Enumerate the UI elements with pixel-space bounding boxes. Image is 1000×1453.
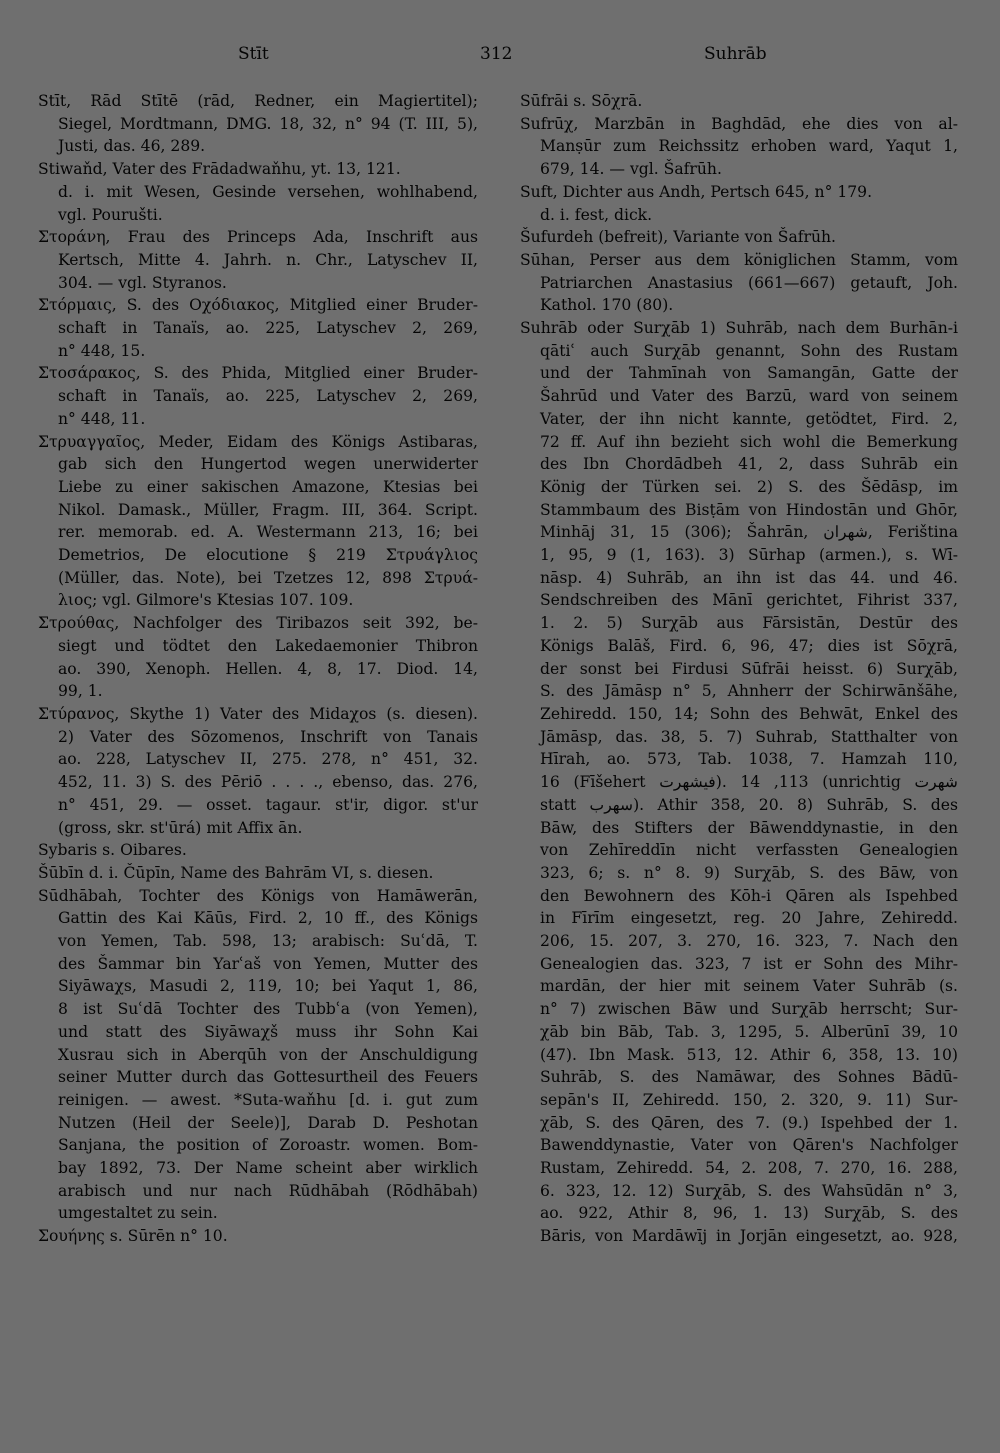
text-line: 323, 6; s. n° 8. 9) Surχāb, S. des Bāw, von	[540, 863, 958, 882]
text-line: Sufrūχ, Marzbān in Baghdād, ehe dies von al-	[520, 114, 958, 133]
text-line: Stammbaum des Bisṭām von Hindostān und Ghōr,	[540, 500, 958, 519]
text-line: 1, 95, 9 (1, 163). 3) Sūrhap (armen.), s. Wī-	[540, 546, 958, 565]
text-line: n° 7) zwischen Bāw und Surχāb herrscht; Sur-	[540, 1000, 958, 1019]
text-line: Suhrāb, S. des Namāwar, des Sohnes Bādū-	[540, 1068, 958, 1087]
text-line: S. des Jāmāsp n° 5, Ahnherr der Schirwānšāhe,	[540, 682, 958, 701]
text-line: der sonst bei Firdusi Sūfrāi heisst. 6) Surχāb,	[540, 659, 958, 678]
text-line: von Yemen, Tab. 598, 13; arabisch: Suʿdā, T.	[58, 932, 478, 951]
text-line: Bāris, von Mardāwīj in Jorjān eingesetzt, ao. 928,	[540, 1227, 958, 1246]
text-line: Gattin des Kai Kāūs, Fird. 2, 10 ff., des Königs	[58, 909, 478, 928]
text-line: 679, 14. — vgl. Šafrūh.	[540, 160, 722, 179]
page-number: 312	[480, 44, 513, 64]
text-line: n° 448, 11.	[58, 409, 146, 428]
text-line: Bāw, des Stifters der Bāwenddynastie, in den	[540, 818, 958, 837]
running-head-left: Stīt	[238, 44, 269, 64]
text-line: Sanjana, the position of Zoroastr. women. Bom-	[58, 1136, 478, 1155]
text-line: Στρούθας, Nachfolger des Tiribazos seit 392, be-	[38, 614, 478, 633]
text-line: Στόρμαις, S. des Οχόδιακος, Mitglied einer Bruder-	[38, 296, 478, 315]
text-line: qātiʿ auch Surχāb genannt, Sohn des Rustam	[540, 341, 958, 360]
text-line: 452, 11. 3) S. des Pēriō . . . ., ebenso, das. 276,	[58, 773, 478, 792]
text-line: 16 (Fīšehert فيشهرت). 113, 14 (unrichtig شهرت	[540, 773, 958, 792]
text-line: Στρυαγγαῖος, Meder, Eidam des Königs Astibaras,	[38, 432, 478, 451]
text-line: König der Türken sei. 2) S. des Šēdāsp, im	[540, 477, 958, 496]
text-line: arabisch und nur nach Rūdhābah (Rōdhābah)	[58, 1181, 478, 1200]
text-line: Šufurdeh (befreit), Variante von Šafrūh.	[520, 228, 837, 247]
text-line: Genealogien das. 323, 7 ist er Sohn des Mihr-	[540, 954, 958, 973]
text-line: Nutzen (Heil der Seele)], Darab D. Peshotan	[58, 1113, 478, 1132]
text-line: Στοσάρακος, S. des Phida, Mitglied einer Bruder-	[38, 364, 478, 383]
text-line: 1. 2. 5) Surχāb aus Fārsistān, Destūr des	[540, 614, 958, 633]
text-line: seiner Mutter durch das Gottesurtheil des Feuers	[58, 1068, 478, 1087]
text-line: Suft, Dichter aus Andh, Pertsch 645, n° 179.	[520, 182, 873, 201]
text-line: 2) Vater des Sōzomenos, Inschrift von Tanais	[58, 727, 478, 746]
text-line: Bawenddynastie, Vater von Qāren's Nachfolger	[540, 1136, 958, 1155]
text-line: Sendschreiben des Mānī gerichtet, Fihrist 337,	[540, 591, 958, 610]
text-line: n° 451, 29. — osset. tagaur. st'ir, digor. st'ur	[58, 795, 478, 814]
text-line: statt سهرب). Athir 358, 20. 8) Suhrāb, S. des	[540, 795, 958, 814]
text-line: Στύρανος, Skythe 1) Vater des Midaχos (s. diesen).	[38, 704, 478, 723]
text-line: ao. 390, Xenoph. Hellen. 4, 8, 17. Diod. 14,	[58, 659, 478, 678]
text-line: Jāmāsp, das. 38, 5. 7) Suhrab, Statthalter von	[540, 727, 958, 746]
text-line: n° 448, 15.	[58, 341, 146, 360]
text-line: ao. 922, Athir 8, 96, 1. 13) Surχāb, S. des	[540, 1204, 958, 1223]
left-column	[38, 90, 478, 1248]
text-line: d. i. mit Wesen, Gesinde versehen, wohlhabend,	[58, 182, 478, 201]
text-line: den Bewohnern des Kōh-i Qāren als Ispehbed	[540, 886, 958, 905]
text-line: umgestaltet zu sein.	[58, 1204, 218, 1223]
text-line: Königs Balāš, Fird. 6, 96, 47; dies ist Sōχrā,	[540, 636, 958, 655]
text-line: sepān's II, Zehiredd. 150, 2. 320, 9. 11) Sur-	[540, 1090, 958, 1109]
text-line: Liebe zu einer sakischen Amazone, Ktesias bei	[58, 477, 478, 496]
right-column	[520, 90, 958, 1248]
text-line: 304. — vgl. Styranos.	[58, 273, 227, 292]
text-line: gab sich den Hungertod wegen unerwiderter	[58, 455, 478, 474]
text-line: Sūdhābah, Tochter des Königs von Hamāwerān,	[38, 886, 478, 905]
text-line: Justi, das. 46, 289.	[58, 137, 206, 156]
text-line: des Šammar bin Yarʿaš von Yemen, Mutter des	[58, 954, 478, 973]
text-line: Manṣūr zum Reichssitz erhoben ward, Yaqut 1,	[540, 137, 958, 156]
text-line: Minhāj 31, 15 (306); Šahrān, شهران, Feriština	[540, 523, 958, 542]
text-line: Siegel, Mordtmann, DMG. 18, 32, n° 94 (T. III, 5),	[58, 114, 478, 133]
text-line: ao. 228, Latyschev II, 275. 278, n° 451, 32.	[58, 750, 478, 769]
text-line: Σουήνης s. Sūrēn n° 10.	[38, 1227, 228, 1246]
text-line: Sūhan, Perser aus dem königlichen Stamm, vom	[520, 250, 958, 269]
text-line: mardān, der hier mit seinem Vater Suhrāb (s.	[540, 977, 958, 996]
text-line: und der Tahmīnah von Samangān, Gatte der	[540, 364, 958, 383]
text-line: Hīrah, ao. 573, Tab. 1038, 7. Hamzah 110,	[540, 750, 958, 769]
text-line: Patriarchen Anastasius (661—667) getauft, Joh.	[540, 273, 958, 292]
text-line: vgl. Pourušti.	[58, 205, 163, 224]
text-line: 206, 15. 207, 3. 270, 16. 323, 7. Nach den	[540, 932, 958, 951]
text-line: Sybaris s. Oibares.	[38, 841, 187, 860]
text-line: schaft in Tanaïs, ao. 225, Latyschev 2, 269,	[58, 319, 478, 338]
text-line: 8 ist Suʿdā Tochter des Tubbʿa (von Yemen),	[58, 1000, 478, 1019]
text-line: reinigen. — awest. *Suta-waňhu [d. i. gut zum	[58, 1090, 478, 1109]
text-line: Stiwaňd, Vater des Frādadwaňhu, yt. 13, 121.	[38, 160, 401, 179]
text-line: χāb, S. des Qāren, des 7. (9.) Ispehbed der 1.	[540, 1113, 958, 1132]
text-line: siegt und tödtet den Lakedaemonier Thibron	[58, 636, 478, 655]
text-line: λιος; vgl. Gilmore's Ktesias 107. 109.	[58, 591, 354, 610]
text-line: Sūfrāi s. Sōχrā.	[520, 92, 643, 110]
text-line: Zehiredd. 150, 14; Sohn des Behwāt, Enkel des	[540, 704, 958, 723]
text-line: rer. memorab. ed. A. Westermann 213, 16; bei	[58, 523, 478, 542]
text-line: von Zehīreddīn nicht verfassten Genealogien	[540, 841, 958, 860]
text-line: Xusrau sich in Aberqūh von der Anschuldigung	[58, 1045, 478, 1064]
text-line: (Müller, das. Note), bei Tzetzes 12, 898 Στρυά-	[58, 568, 478, 587]
text-line: und statt des Siyāwaχš muss ihr Sohn Kai	[58, 1022, 478, 1041]
text-line: nāsp. 4) Suhrāb, an ihn ist das 44. und 46.	[540, 568, 958, 587]
text-line: (gross, skr. st'ūrá) mit Affix ān.	[58, 818, 303, 837]
text-line: Kertsch, Mitte 4. Jahrh. n. Chr., Latyschev II,	[58, 250, 478, 269]
text-line: Demetrios, De elocutione § 219 Στρυάγλιος	[58, 546, 478, 565]
text-line: schaft in Tanaïs, ao. 225, Latyschev 2, 269,	[58, 387, 478, 406]
text-line: Στοράνη, Frau des Princeps Ada, Inschrift aus	[38, 228, 478, 247]
text-line: χāb bin Bāb, Tab. 3, 1295, 5. Alberūnī 39, 10	[540, 1022, 958, 1041]
text-line: Stīt, Rād Stītē (rād, Redner, ein Magiertitel);	[38, 92, 478, 110]
text-line: Suhrāb oder Surχāb 1) Suhrāb, nach dem Burhān-i	[520, 319, 958, 338]
text-line: bay 1892, 73. Der Name scheint aber wirklich	[58, 1159, 478, 1178]
running-head-right: Suhrāb	[704, 44, 767, 64]
text-line: Šūbīn d. i. Čūpīn, Name des Bahrām VI, s. diesen.	[38, 863, 434, 882]
running-head	[38, 44, 962, 74]
text-line: 72 ff. Auf ihn bezieht sich wohl die Bemerkung	[540, 432, 958, 451]
text-line: 99, 1.	[58, 682, 103, 701]
text-line: Siyāwaχs, Masudi 2, 119, 10; bei Yaqut 1, 86,	[58, 977, 478, 996]
text-line: Kathol. 170 (80).	[540, 296, 674, 315]
text-line: des Ibn Chordādbeh 41, 2, dass Suhrāb ein	[540, 455, 958, 474]
text-line: in Fīrīm eingesetzt, reg. 20 Jahre, Zehiredd.	[540, 909, 958, 928]
text-line: Vater, der ihn nicht kannte, getödtet, Fird. 2,	[540, 409, 958, 428]
text-line: Nikol. Damask., Müller, Fragm. III, 364. Script.	[58, 500, 478, 519]
text-line: d. i. fest, dick.	[540, 205, 653, 224]
text-line: Rustam, Zehiredd. 54, 2. 208, 7. 270, 16. 288,	[540, 1159, 958, 1178]
text-line: Šahrūd und Vater des Barzū, ward von seinem	[540, 387, 958, 406]
text-line: (47). Ibn Mask. 513, 12. Athir 6, 358, 13. 10)	[540, 1045, 958, 1064]
text-line: 6. 323, 12. 12) Surχāb, S. des Wahsūdān n° 3,	[540, 1181, 958, 1200]
